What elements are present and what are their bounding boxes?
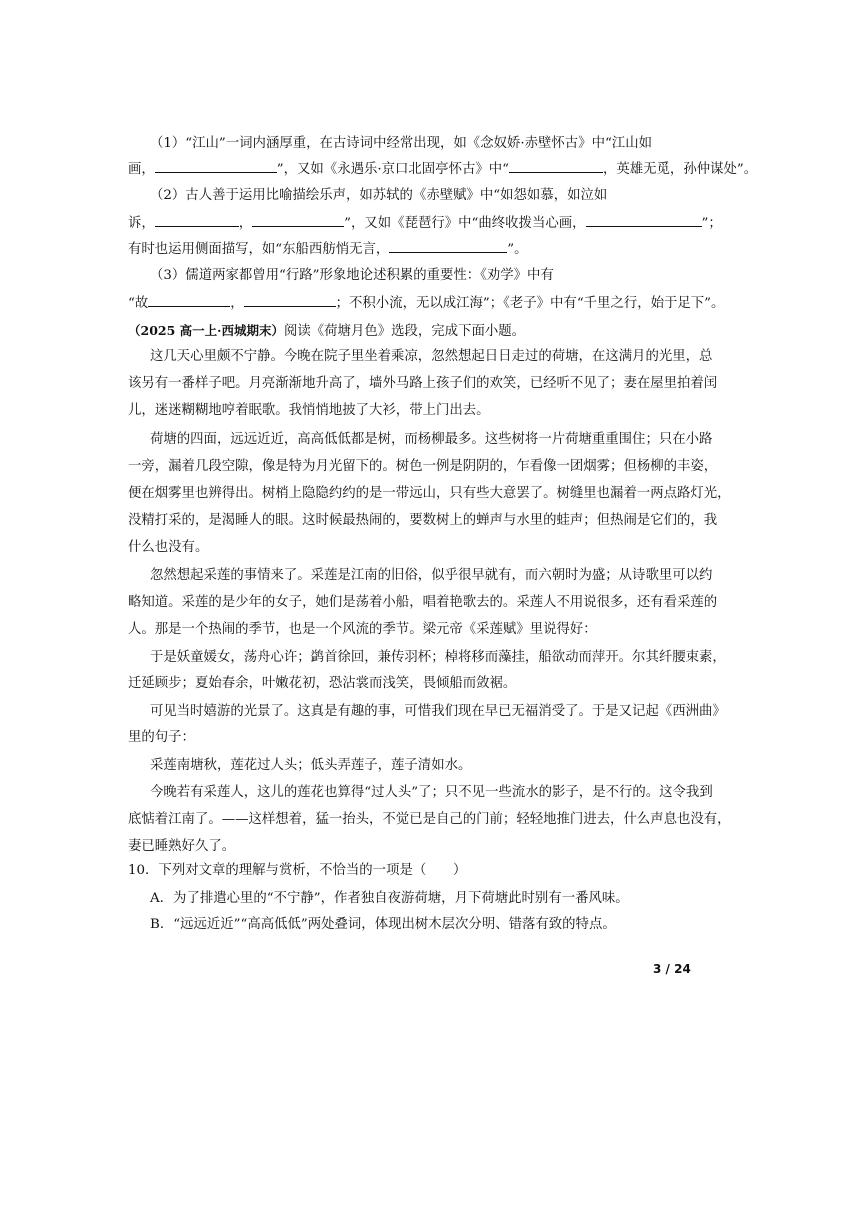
answer-blank[interactable] xyxy=(155,158,277,173)
q2-line3-prefix: 有时也运用侧面描写，如“东船西舫悄无言， xyxy=(128,242,390,257)
q3-line2 xyxy=(128,292,725,314)
q3-line2-suffix: ；不积小流，无以成江海”；《老子》中有“千里之行，始于足下”。 xyxy=(335,296,725,311)
q2-line2 xyxy=(128,212,722,234)
q2-line2-suffix: ”； xyxy=(701,216,722,231)
source-note xyxy=(128,321,688,342)
passage-line: 人。那是一个热闹的季节，也是一个风流的季节。梁元帝《采莲赋》里说得好： xyxy=(128,622,597,637)
q2-line3-suffix: ”。 xyxy=(507,242,528,257)
q2-line1: （2）古人善于运用比喻描绘乐声，如苏轼的《赤壁赋》中“如怨如慕，如泣如 xyxy=(150,188,608,203)
q2-line3 xyxy=(128,238,688,260)
passage-line: 儿，迷迷糊糊地哼着眠歌。我悄悄地披了大衫，带上门出去。 xyxy=(128,403,490,418)
q3-comma: ， xyxy=(230,296,244,311)
q2-line2-prefix: 诉， xyxy=(128,216,155,231)
passage-line: 荷塘的四面，远远近近，高高低低都是树，而杨柳最多。这些树将一片荷塘重重围住；只在小路 xyxy=(150,432,713,447)
q2-comma: ， xyxy=(238,216,253,231)
q3-line1: （3）儒道两家都曾用“行路”形象地论述积累的重要性：《劝学》中有 xyxy=(150,268,554,283)
answer-blank[interactable] xyxy=(586,212,702,227)
q1-line2-middle: ”，又如《永遇乐·京口北固亭怀古》中“ xyxy=(276,162,509,177)
source-tag: （2025 高一上·西城期末） xyxy=(128,323,284,338)
question-10-stem: 10．下列对文章的理解与赏析，不恰当的一项是（ ） xyxy=(128,863,467,878)
passage-line: 一旁，漏着几段空隙，像是特为月光留下的。树色一例是阴阴的，乍看像一团烟雾；但杨柳的丰姿， xyxy=(128,459,718,474)
passage-line: 没精打采的，是渴睡人的眼。这时候最热闹的，要数树上的蝉声与水里的蛙声；但热闹是它们的，我 xyxy=(128,513,718,528)
q1-line2-suffix: ，英雄无觅，孙仲谋处”。 xyxy=(602,162,758,177)
question-10-option-a[interactable]: A．为了排遣心里的“不宁静”，作者独自夜游荷塘，月下荷塘此时别有一番风味。 xyxy=(150,891,629,906)
passage-line: 可见当时嬉游的光景了。这真是有趣的事，可惜我们现在早已无福消受了。于是又记起《西洲曲》 xyxy=(150,704,726,719)
answer-blank[interactable] xyxy=(509,158,603,173)
q1-line1: （1）“江山”一词内涵厚重，在古诗词中经常出现，如《念奴娇·赤壁怀古》中“江山如 xyxy=(150,136,652,151)
passage-line: 忽然想起采莲的事情来了。采莲是江南的旧俗，似乎很早就有，而六朝时为盛；从诗歌里可以约 xyxy=(150,568,713,583)
answer-blank[interactable] xyxy=(148,292,230,307)
passage-quote-line: 迁延顾步；夏始春余，叶嫩花初，恐沾裳而浅笑，畏倾船而敛裾。 xyxy=(128,676,517,691)
passage-line: 底惦着江南了。——这样想着，猛一抬头，不觉已是自己的门前；轻轻地推门进去，什么声息也没有， xyxy=(128,812,731,827)
source-instruction: 阅读《荷塘月色》选段，完成下面小题。 xyxy=(284,324,526,339)
passage-line: 这几天心里颇不宁静。今晚在院子里坐着乘凉，忽然想起日日走过的荷塘，在这满月的光里，总 xyxy=(150,349,713,364)
answer-blank[interactable] xyxy=(252,212,344,227)
passage-line: 里的句子： xyxy=(128,730,195,745)
passage-line: 什么也没有。 xyxy=(128,540,209,555)
answer-blank[interactable] xyxy=(244,292,336,307)
passage-line: 该另有一番样子吧。月亮渐渐地升高了，墙外马路上孩子们的欢笑，已经听不见了；妻在屋里拍着闰 xyxy=(128,376,718,391)
q2-line2-middle: ”，又如《琵琶行》中“曲终收拨当心画， xyxy=(344,216,586,231)
q1-line2 xyxy=(128,158,758,180)
passage-line: 略知道。采莲的是少年的女子，她们是荡着小船，唱着艳歌去的。采莲人不用说很多，还有看采莲的 xyxy=(128,595,718,610)
passage-line: 今晚若有采莲人，这儿的莲花也算得“过人头”了；只不见一些流水的影子，是不行的。这令我到 xyxy=(150,785,713,800)
answer-blank[interactable] xyxy=(389,238,507,253)
passage-quote-line: 采莲南塘秋，莲花过人头；低头弄莲子，莲子清如水。 xyxy=(150,758,472,773)
passage-line: 便在烟雾里也辨得出。树梢上隐隐约约的是一带远山，只有些大意罢了。树缝里也漏着一两点路灯光， xyxy=(128,486,731,501)
page-number: 3 / 24 xyxy=(653,962,691,976)
passage-quote-line: 于是妖童媛女，荡舟心许；鹢首徐回，兼传羽杯；棹将移而藻挂，船欲动而萍开。尔其纤腰束素， xyxy=(150,650,726,665)
q3-line2-prefix: “故 xyxy=(128,296,149,311)
answer-blank[interactable] xyxy=(155,212,239,227)
passage-line: 妻已睡熟好久了。 xyxy=(128,839,236,854)
q1-line2-prefix: 画， xyxy=(128,162,155,177)
question-10-option-b[interactable]: B．“远远近近”“高高低低”两处叠词，体现出树木层次分明、错落有致的特点。 xyxy=(150,917,616,932)
